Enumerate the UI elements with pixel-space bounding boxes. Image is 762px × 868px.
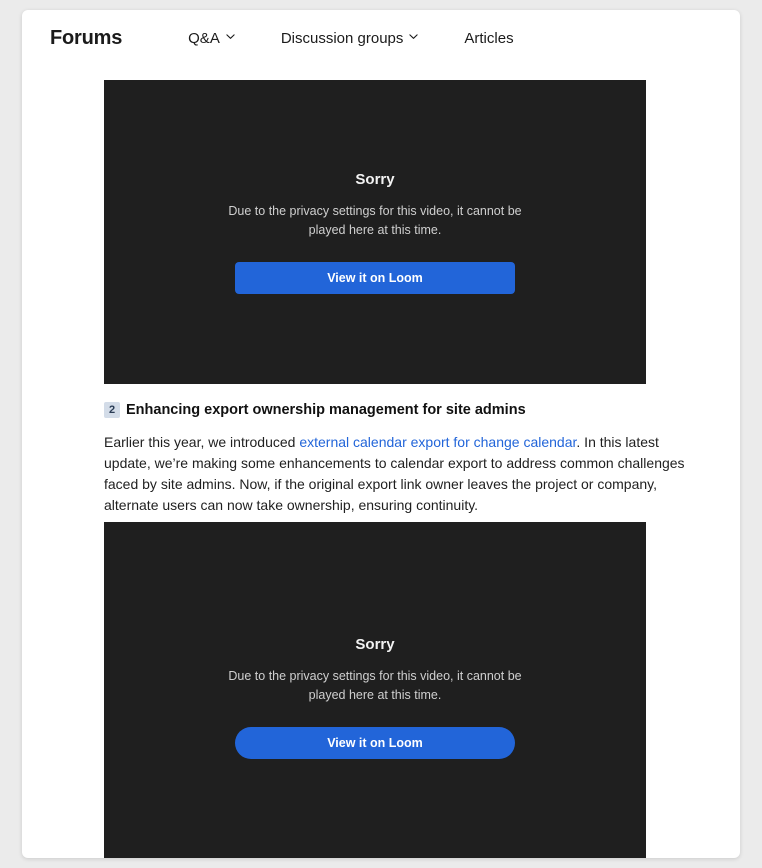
article-paragraph (104, 432, 702, 516)
video-placeholder-top (104, 80, 646, 384)
nav-item-discussion-groups[interactable] (281, 30, 419, 47)
paragraph-text-before-link: Earlier this year, we introduced (104, 434, 300, 450)
nav-item-articles[interactable] (464, 30, 513, 47)
chevron-down-icon (409, 32, 418, 41)
nav-item-label: Q&A (188, 29, 220, 47)
video-privacy-message: Due to the privacy settings for this video, it cannot be played here at this time. (228, 668, 522, 702)
article-number-badge: 2 (104, 402, 120, 418)
brand-title: Forums (50, 26, 123, 49)
external-calendar-export-link[interactable]: external calendar export for change calendar (299, 434, 577, 450)
chevron-down-icon (226, 32, 235, 41)
page-card (22, 10, 740, 858)
nav-item-qa[interactable] (188, 30, 235, 47)
video-sorry-title: Sorry (355, 170, 395, 188)
paragraph-text-after-link: . In this latest update, we’re making some enhancements to calendar export to address common challenges faced by site admins. Now, if the original export link owner leaves the project or company, alternate users can now take ownership, ensuring continuity. (104, 434, 685, 513)
video-sorry-title: Sorry (355, 635, 395, 653)
article-heading-text: Enhancing export ownership management for site admins (126, 402, 526, 418)
article-heading (104, 402, 740, 418)
video-placeholder-bottom (104, 522, 646, 858)
view-on-loom-button[interactable]: View it on Loom (235, 262, 515, 294)
nav-item-label: Discussion groups (280, 29, 404, 47)
video-privacy-message: Due to the privacy settings for this video, it cannot be played here at this time. (228, 203, 522, 237)
view-on-loom-button[interactable]: View it on Loom (235, 727, 515, 759)
main-content (22, 80, 740, 858)
top-navigation (22, 10, 740, 66)
nav-item-label: Articles (464, 29, 514, 47)
